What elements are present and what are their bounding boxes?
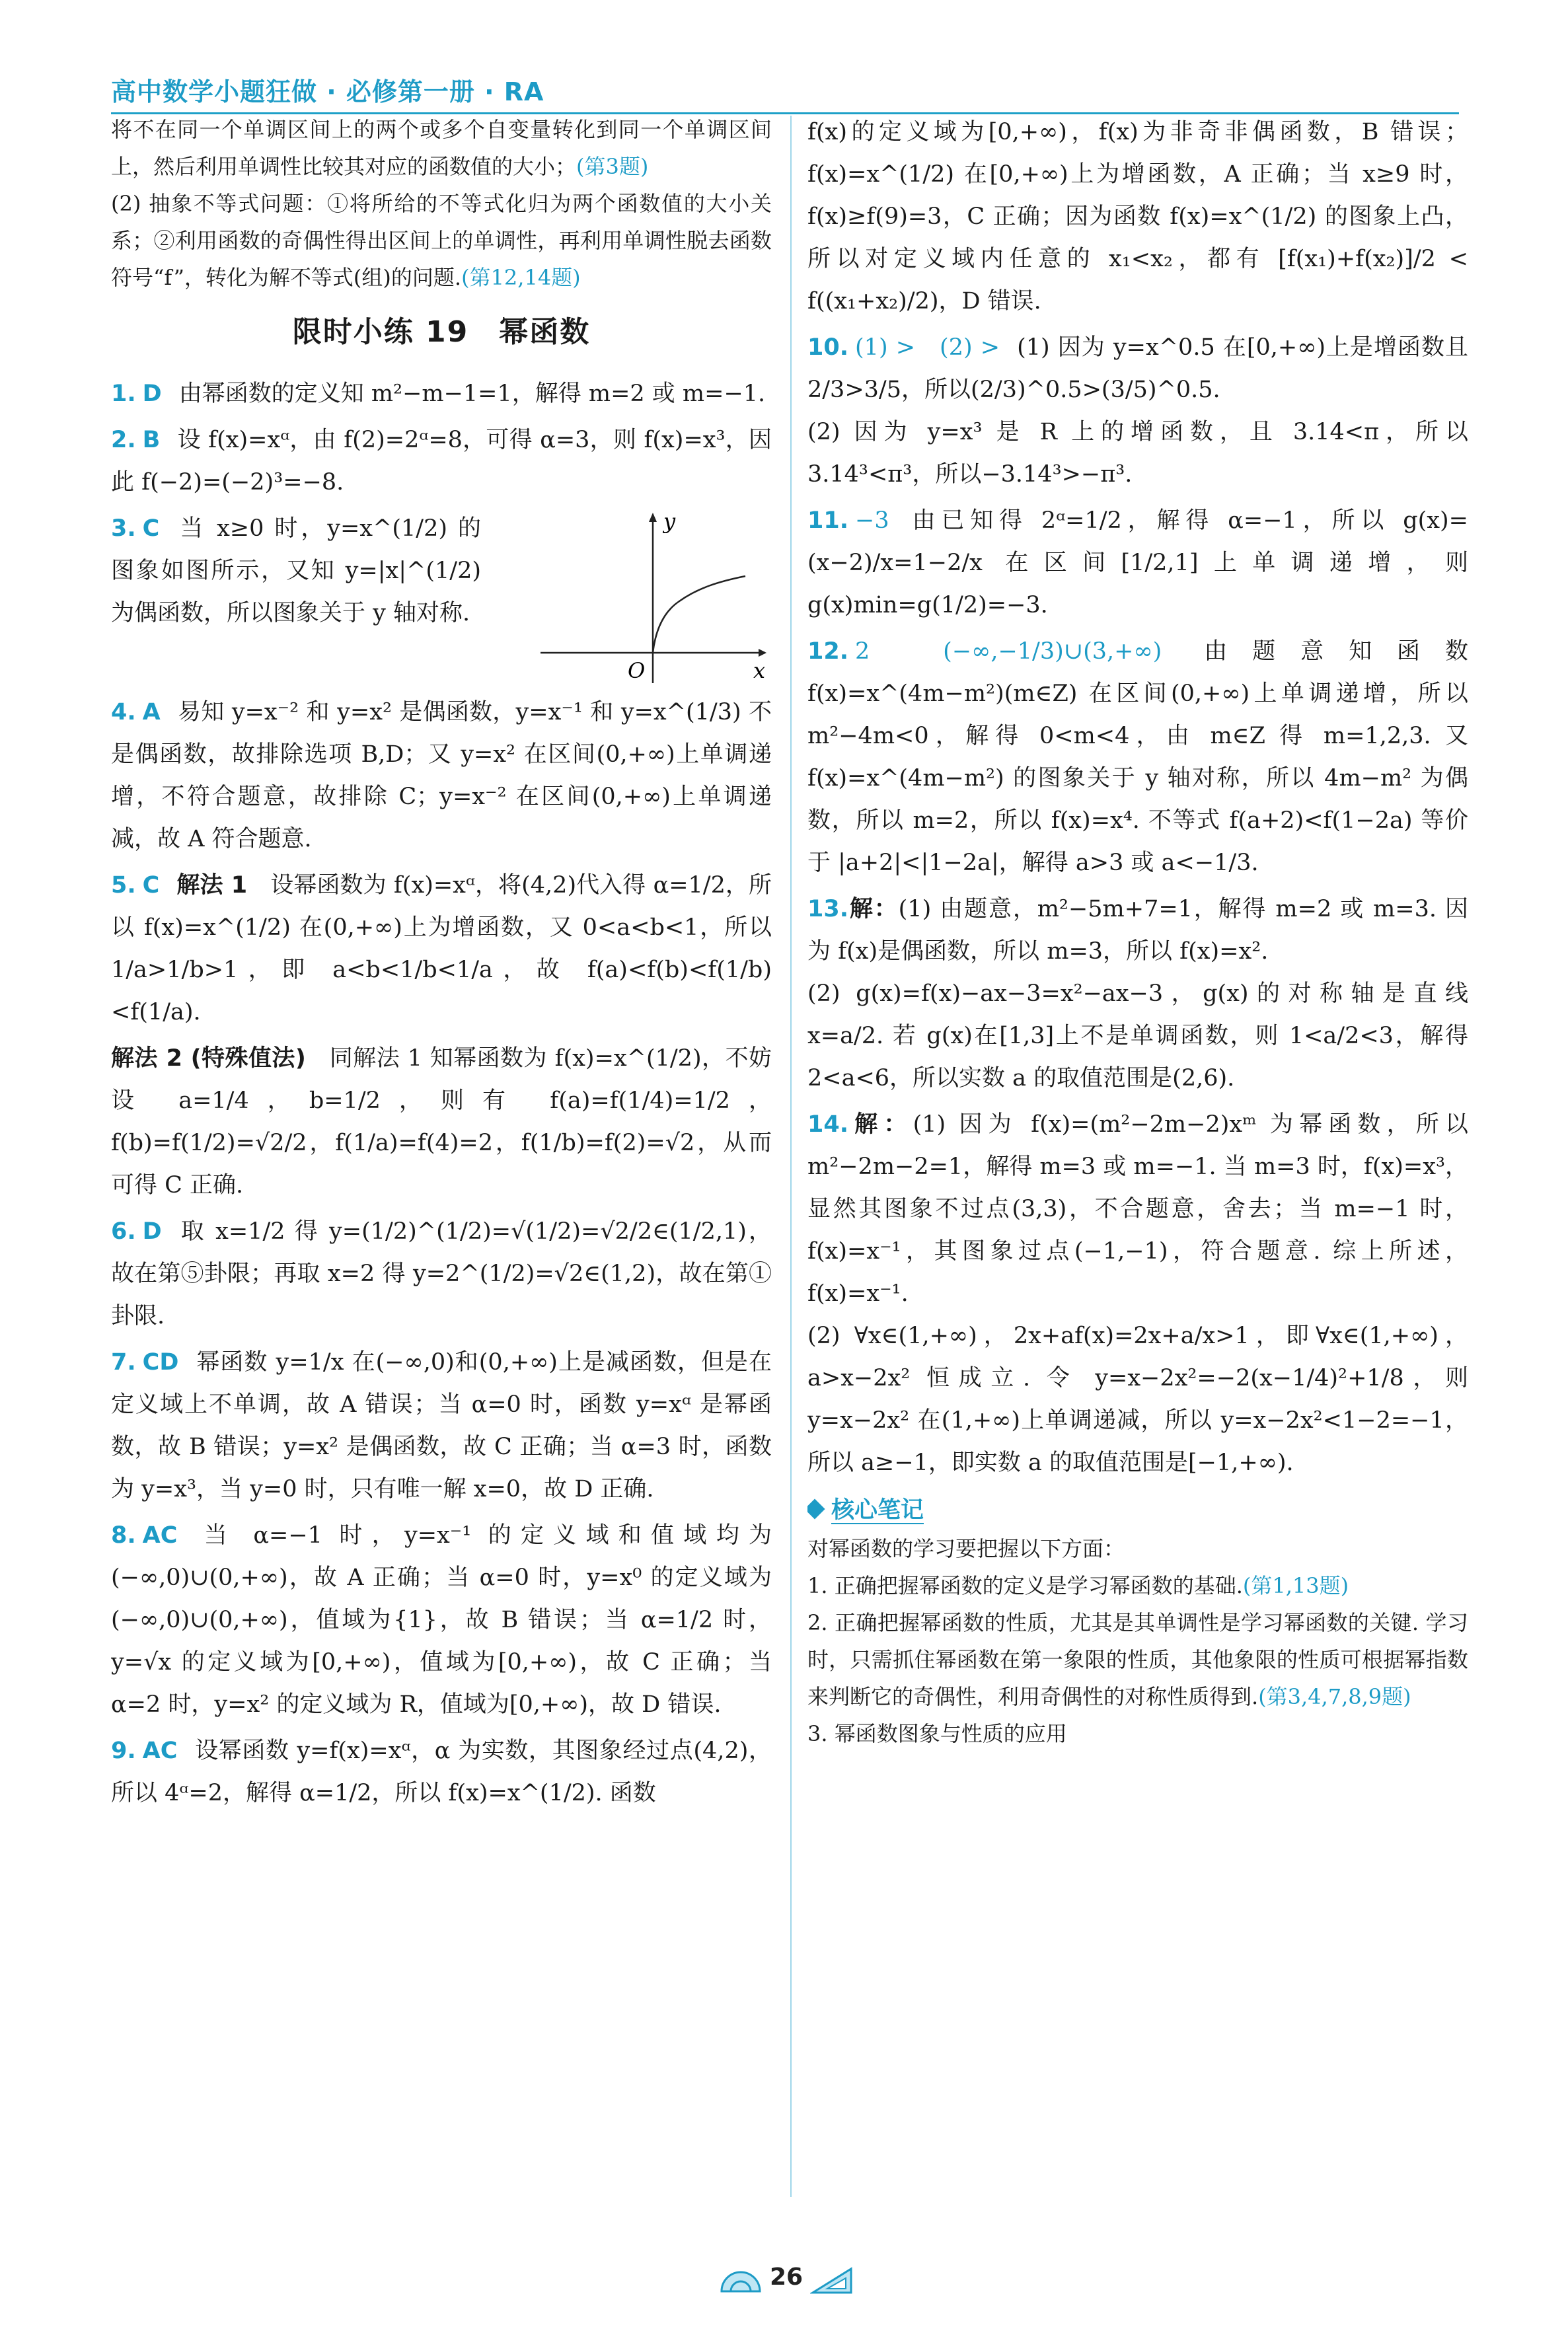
solution-text: (1) 由题意，m²−5m+7=1，解得 m=2 或 m=3. 因为 f(x)是偶函数，所以 m=3，所以 f(x)=x². [807, 896, 1468, 965]
answer-letter: D [142, 1218, 162, 1245]
question-10-part-2: (2) 因为 y=x³ 是 R 上的增函数，且 3.14<π，所以 3.14³<π³，所以−3.14³>−π³. [807, 419, 1468, 488]
note-3: 3. 幂函数图象与性质的应用 [807, 1721, 1067, 1746]
answer-value: (1) > (2) > [855, 334, 1000, 361]
solution-text: 当 x≥0 时，y=x^(1/2) 的图象如图所示，又知 y=|x|^(1/2) 为偶函数，所以图象关于 y 轴对称. [111, 515, 481, 626]
question-number: 1. [111, 381, 136, 407]
answer-letter: CD [142, 1349, 179, 1376]
question-number: 3. [111, 515, 136, 542]
intro-text-1: 将不在同一个单调区间上的两个或多个自变量转化到同一个单调区间上，然后利用单调性比较其对应的函数值的大小； [111, 117, 772, 179]
question-1 [111, 373, 772, 415]
answer-letter: C [142, 515, 160, 542]
core-notes-title: 核心笔记 [831, 1497, 924, 1524]
solution-text: 当 α=−1 时，y=x⁻¹ 的定义域和值域均为(−∞,0)∪(0,+∞)，故 A 正确；当 α=0 时，y=x⁰ 的定义域为(−∞,0)∪(0,+∞)，值域为{1}，故 B 错误；当 α=1/2 时，y=√x 的定义域为[0,+∞)，值域为[0,+∞)，故 C 正确；当 α=2 时，y=x² 的定义域为 R，值域为[0,+∞)，故 D 错误. [111, 1522, 772, 1718]
right-column [807, 111, 1468, 2212]
answer-letter: AC [142, 1522, 178, 1549]
question-number: 13. [807, 896, 849, 922]
column-divider [790, 116, 792, 2197]
intro-paragraph-2 [111, 185, 772, 296]
answer-value: 2 (−∞,−1/3)∪(3,+∞) [855, 638, 1162, 665]
question-number: 8. [111, 1522, 136, 1549]
note-1 [807, 1567, 1468, 1604]
answer-letter: A [142, 699, 161, 725]
note-ref: (第1,13题) [1242, 1573, 1349, 1598]
solution-text: 同解法 1 知幂函数为 f(x)=x^(1/2)，不妨设 a=1/4，b=1/2，则有 f(a)=f(1/4)=1/2，f(b)=f(1/2)=√2/2，f(1/a)=f(4)=2，f(1/b)=f(2)=√2，从而可得 C 正确. [111, 1045, 772, 1199]
question-6 [111, 1210, 772, 1337]
question-7 [111, 1341, 772, 1510]
sqrt-function-graph [534, 507, 772, 687]
method-label: 解法 1 [176, 872, 248, 899]
x-axis-arrow-icon [759, 649, 766, 657]
protractor-icon [719, 2268, 763, 2294]
question-number: 9. [111, 1738, 136, 1764]
solution-text: 由已知得 2ᵅ=1/2，解得 α=−1，所以 g(x)=(x−2)/x=1−2/x 在区间[1/2,1]上单调递增，则 g(x)min=g(1/2)=−3. [807, 507, 1468, 618]
question-5-method-2 [111, 1037, 772, 1206]
solution-text: 设 f(x)=xᵅ，由 f(2)=2ᵅ=8，可得 α=3，则 f(x)=x³，因此 f(−2)=(−2)³=−8. [111, 427, 772, 496]
solution-text: 易知 y=x⁻² 和 y=x² 是偶函数，y=x⁻¹ 和 y=x^(1/3) 不是偶函数，故排除选项 B,D；又 y=x² 在区间(0,+∞)上单调递增，不符合题意，故排除 C；y=x⁻² 在区间(0,+∞)上单调递减，故 A 符合题意. [111, 699, 772, 852]
note-ref: (第3,4,7,8,9题) [1258, 1684, 1411, 1709]
answer-letter: B [142, 427, 161, 453]
solution-label: 解： [848, 1111, 913, 1138]
question-number: 10. [807, 334, 849, 361]
question-12 [807, 630, 1468, 884]
answer-letter: C [142, 872, 160, 899]
question-14-part-2: (2) ∀x∈(1,+∞)，2x+af(x)=2x+a/x>1，即∀x∈(1,+∞)，a>x−2x² 恒成立. 令 y=x−2x²=−2(x−1/4)²+1/8，则 y=x−2x² 在(1,+∞)上单调递减，所以 y=x−2x²<1−2=−1，所以 a≥−1，即实数 a 的取值范围是[−1,+∞). [807, 1323, 1468, 1476]
question-3-text [111, 507, 481, 634]
question-number: 5. [111, 872, 136, 899]
y-axis-label: y [663, 509, 676, 534]
question-number: 6. [111, 1218, 136, 1245]
intro-paragraph-1 [111, 111, 772, 185]
question-2 [111, 419, 772, 503]
question-9-continued: f(x)的定义域为[0,+∞)，f(x)为非奇非偶函数，B 错误；f(x)=x^(1/2) 在[0,+∞)上为增函数，A 正确；当 x≥9 时，f(x)≥f(9)=3，C 正确；因为函数 f(x)=x^(1/2) 的图象上凸，所以对定义域内任意的 x₁<x₂，都有 [f(x₁)+f(x₂)]/2 < f((x₁+x₂)/2)，D 错误. [807, 119, 1468, 314]
solution-text: 幂函数 y=1/x 在(−∞,0)和(0,+∞)上是减函数，但是在定义域上不单调，故 A 错误；当 α=0 时，函数 y=xᵅ 是幂函数，故 B 错误；y=x² 是偶函数，故 C 正确；当 α=3 时，函数为 y=x³，当 y=0 时，只有唯一解 x=0，故 D 正确. [111, 1349, 772, 1502]
x-axis-label: x [753, 658, 766, 683]
diamond-icon [807, 1498, 825, 1519]
page-number: 26 [769, 2264, 803, 2291]
intro-ref-2: (第12,14题) [461, 265, 581, 290]
solution-text: 由题意知函数 f(x)=x^(4m−m²)(m∈Z) 在区间(0,+∞)上单调递增，所以 m²−4m<0，解得 0<m<4，由 m∈Z 得 m=1,2,3. 又 f(x)=x^(4m−m²) 的图象关于 y 轴对称，所以 4m−m² 为偶数，所以 m=2，所以 f(x)=x⁴. 不等式 f(a+2)<f(1−2a) 等价于 |a+2|<|1−2a|，解得 a>3 或 a<−1/3. [807, 638, 1468, 876]
question-number: 14. [807, 1111, 849, 1138]
question-number: 4. [111, 699, 136, 725]
intro-text-2: (2) 抽象不等式问题：①将所给的不等式化归为两个函数值的大小关系；②利用函数的奇偶性得出区间上的单调性，再利用单调性脱去函数符号“f”，转化为解不等式(组)的问题. [111, 191, 772, 290]
note-2 [807, 1604, 1468, 1715]
note-text: 2. 正确把握幂函数的性质，尤其是其单调性是学习幂函数的关键. 学习时，只需抓住幂函数在第一象限的性质，其他象限的性质可根据幂指数来判断它的奇偶性，利用奇偶性的对称性质得到. [807, 1610, 1468, 1709]
question-4 [111, 691, 772, 860]
question-13 [807, 888, 1468, 973]
solution-text: (1) 因为 f(x)=(m²−2m−2)xᵐ 为幂函数，所以 m²−2m−2=1，解得 m=3 或 m=−1. 当 m=3 时，f(x)=x³，显然其图象不过点(3,3)，不合题意，舍去；当 m=−1 时，f(x)=x⁻¹，其图象过点(−1,−1)，符合题意. 综上所述，f(x)=x⁻¹. [807, 1111, 1468, 1307]
page-header [111, 66, 1459, 114]
book-title: 高中数学小题狂做 · 必修第一册 · RA [111, 77, 544, 106]
question-8 [111, 1514, 772, 1726]
solution-text: 由幂函数的定义知 m²−m−1=1，解得 m=2 或 m=−1. [178, 381, 766, 407]
function-curve [653, 576, 745, 653]
solution-text: 设幂函数为 f(x)=xᵅ，将(4,2)代入得 α=1/2，所以 f(x)=x^(1/2) 在(0,+∞)上为增函数，又 0<a<b<1，所以 1/a>1/b>1，即 a<b<1/b<1/a，故 f(a)<f(b)<f(1/b)<f(1/a). [111, 872, 772, 1025]
question-number: 7. [111, 1349, 136, 1376]
set-square-icon [810, 2266, 854, 2295]
answer-value: −3 [855, 507, 889, 534]
question-13-part-2: (2) g(x)=f(x)−ax−3=x²−ax−3，g(x)的对称轴是直线 x=a/2. 若 g(x)在[1,3]上不是单调函数，则 1<a/2<3，解得 2<a<6，所以实数 a 的取值范围是(2,6). [807, 980, 1468, 1091]
solution-text: (1) 因为 y=x^0.5 在[0,+∞)上是增函数且 2/3>3/5，所以(2/3)^0.5>(3/5)^0.5. [807, 334, 1468, 403]
origin-label: O [628, 658, 646, 683]
question-10 [807, 326, 1468, 411]
y-axis-arrow-icon [649, 513, 657, 522]
page-footer [0, 2260, 1568, 2306]
section-title: 限时小练 19 幂函数 [292, 315, 591, 349]
question-9 [111, 1730, 772, 1814]
answer-letter: AC [142, 1738, 178, 1764]
note-intro: 对幂函数的学习要把握以下方面： [807, 1536, 1125, 1561]
question-5 [111, 864, 772, 1033]
question-11 [807, 499, 1468, 626]
core-notes-heading [807, 1491, 1468, 1530]
question-3 [111, 507, 772, 687]
solution-label: 解： [848, 896, 899, 922]
note-text: 1. 正确把握幂函数的定义是学习幂函数的基础. [807, 1573, 1243, 1598]
solution-text: 取 x=1/2 得 y=(1/2)^(1/2)=√(1/2)=√2/2∈(1/2,1)，故在第⑤卦限；再取 x=2 得 y=2^(1/2)=√2∈(1,2)，故在第①卦限. [111, 1218, 772, 1329]
solution-text: 设幂函数 y=f(x)=xᵅ，α 为实数，其图象经过点(4,2)，所以 4ᵅ=2，解得 α=1/2，所以 f(x)=x^(1/2). 函数 [111, 1738, 772, 1806]
left-column [111, 111, 772, 2212]
question-number: 11. [807, 507, 849, 534]
question-14 [807, 1103, 1468, 1315]
answer-letter: D [142, 381, 162, 407]
question-number: 12. [807, 638, 849, 665]
question-number: 2. [111, 427, 136, 453]
intro-ref-1: (第3题) [576, 154, 649, 179]
method-label: 解法 2 (特殊值法) [111, 1045, 306, 1072]
